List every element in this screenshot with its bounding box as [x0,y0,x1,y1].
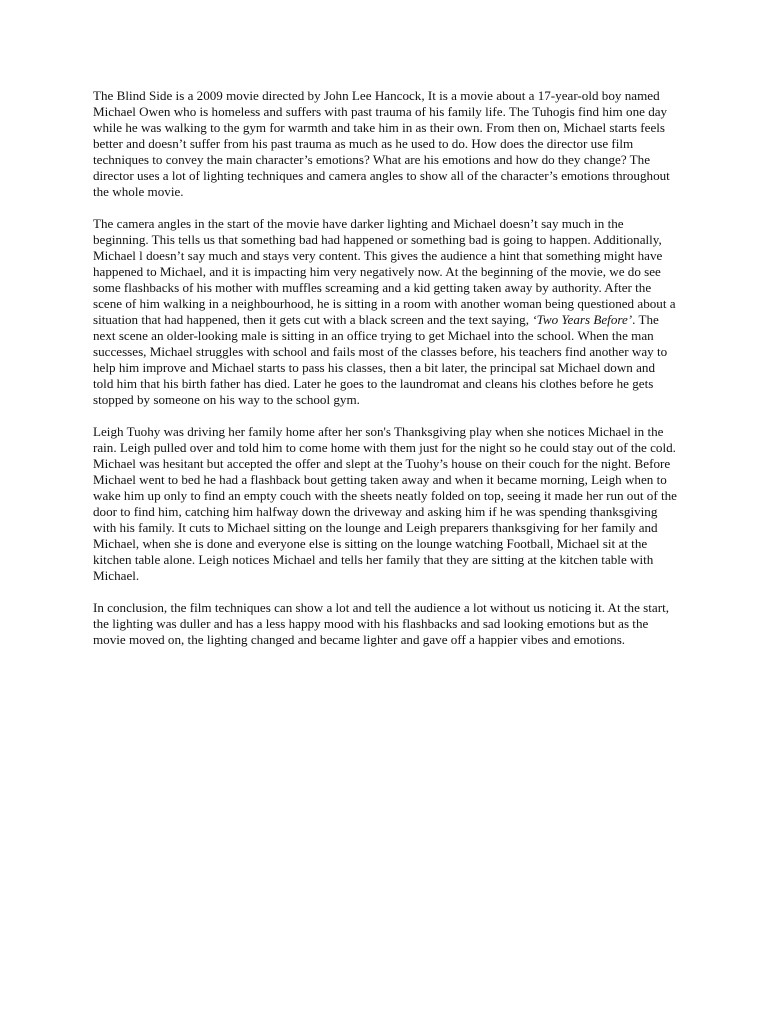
document-body [93,88,678,664]
paragraph-conclusion: In conclusion, the film techniques can show a lot and tell the audience a lot without us noticing it. At the start, the lighting was duller and has a less happy mood with his flashbacks and sad looking emotions but as the movie moved on, the lighting changed and became lighter and gave off a happier vibes and emotions. [93,600,669,647]
paragraph-camera-angles-text-start: The camera angles in the start of the movie have darker lighting and Michael doesn’t say much in the beginning. This tells us that something bad had happened or something bad is going to happen. Additionally, Michael l doesn’t say much and stays very content. This gives the audience a hint that something might have happened to Michael, and it is impacting him very negatively now. At the beginning of the movie, we do see some flashbacks of his mother with muffles screaming and a kid getting taken away by authority. After the scene of him walking in a neighbourhood, he is sitting in a room with another woman being questioned about a situation that had happened, then it gets cut with a black screen and the text saying, [93,216,676,327]
paragraph-camera-angles-text-end: . The next scene an older-looking male is sitting in an office trying to get Michael into the school. When the man successes, Michael struggles with school and fails most of the classes before, his teachers find another way to help him improve and Michael starts to pass his classes, then a bit later, the principal sat Michael down and told him that his birth father has died. Later he goes to the laundromat and cleans his clothes before he gets stopped by someone on his way to the school gym. [93,312,668,407]
paragraph-camera-angles [93,216,678,408]
paragraph-thanksgiving: Leigh Tuohy was driving her family home after her son's Thanksgiving play when she notices Michael in the rain. Leigh pulled over and told him to come home with them just for the night so he could stay out of the cold. Michael was hesitant but accepted the offer and slept at the Tuohy’s house on their couch for the night. Before Michael went to bed he had a flashback bout getting taken away and when it became morning, Leigh when to wake him up only to find an empty couch with the sheets neatly folded on top, seeing it made her run out of the door to find him, catching him halfway down the driveway and asking him if he was spending thanksgiving with his family. It cuts to Michael sitting on the lounge and Leigh preparers thanksgiving for her family and Michael, when she is done and everyone else is sitting on the lounge watching Football, Michael sit at the kitchen table alone. Leigh notices Michael and tells her family that they are sitting at the kitchen table with Michael. [93,424,677,583]
quoted-screen-text: ‘Two Years Before’ [532,312,633,327]
paragraph-introduction: The Blind Side is a 2009 movie directed by John Lee Hancock, It is a movie about a 17-year-old boy named Michael Owen who is homeless and suffers with past trauma of his family life. The Tuhogis find him one day while he was walking to the gym for warmth and take him in as their own. From then on, Michael starts feels better and doesn’t suffer from his past trauma as much as he used to do. How does the director use film techniques to convey the main character’s emotions? What are his emotions and how do they change? The director uses a lot of lighting techniques and camera angles to show all of the character’s emotions throughout the whole movie. [93,88,670,199]
